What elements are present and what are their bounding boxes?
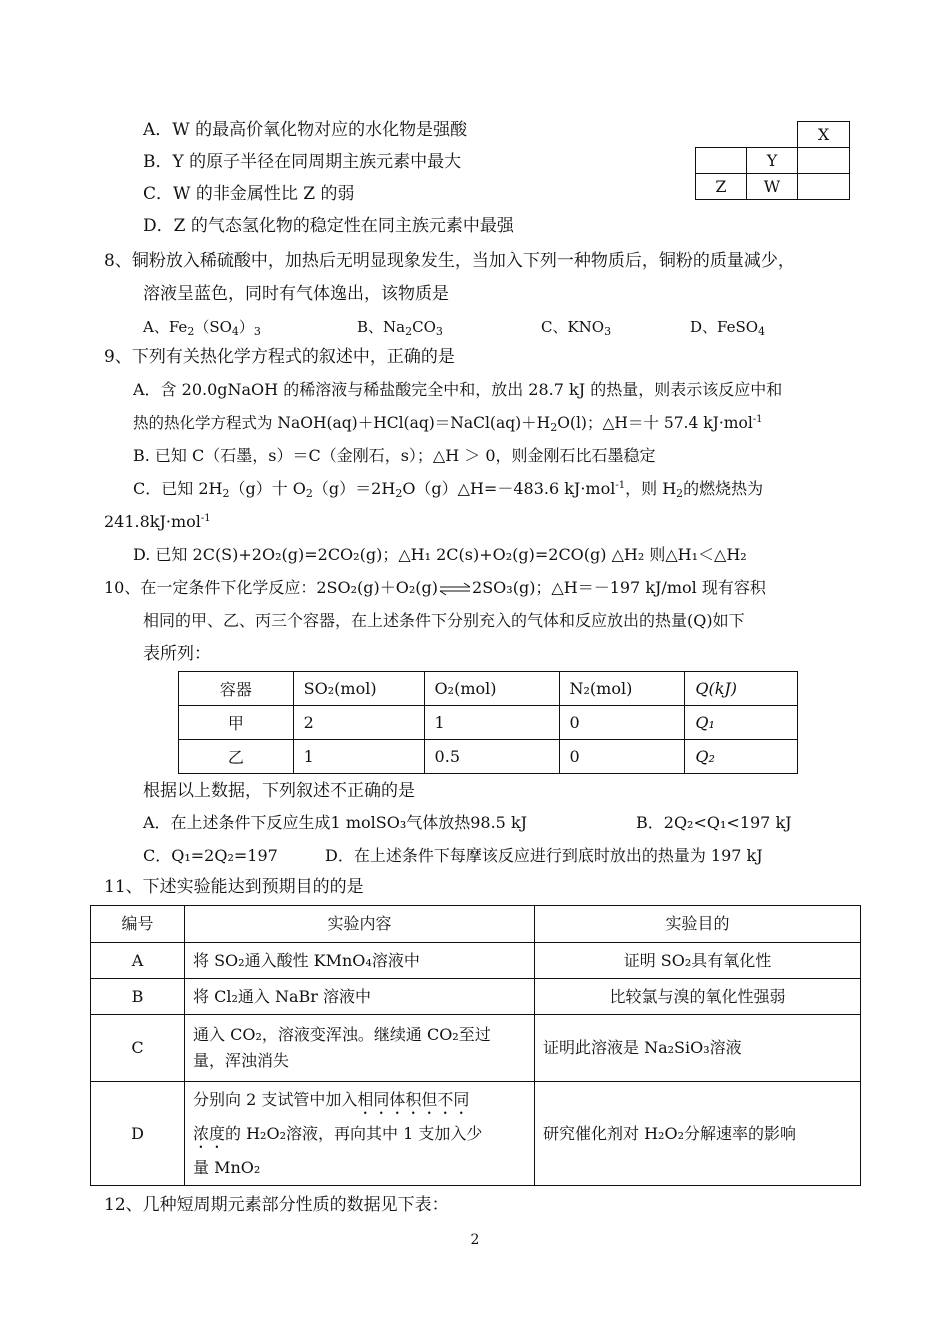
table-row — [91, 943, 861, 979]
q8-option-b: B、$Na_2CO_3$ — [357, 318, 443, 338]
q10-option-c: C．Q₁=2Q₂=197 — [143, 846, 278, 865]
q8-option-d: D、FeSO$_4$ — [690, 318, 766, 338]
cell-line: 浓度的 H₂O₂溶液，再向其中 1 支加入少 — [193, 1123, 483, 1143]
table-cell: 甲 — [179, 706, 294, 740]
table-header: 编号 — [91, 906, 185, 943]
q9-option-d: D. 已知 2C(S)+2O₂(g)=2CO₂(g)；△H₁ 2C(s)+O₂(g)=2CO(g) △H₂ 则△H₁＜△H₂ — [133, 545, 747, 564]
table-cell: 0.5 — [424, 740, 559, 774]
q10-table — [178, 671, 798, 774]
q10-stem-line3: 表所列： — [143, 644, 211, 664]
q7-element-grid — [695, 121, 850, 200]
q10-option-a: A．在上述条件下反应生成1 molSO₃气体放热98.5 kJ — [143, 813, 528, 832]
table-cell: A — [91, 943, 185, 979]
table-cell: 证明此溶液是 Na₂SiO₃溶液 — [535, 1015, 861, 1082]
q8-stem-line2: 溶液呈蓝色，同时有气体逸出，该物质是 — [143, 284, 449, 304]
table-cell — [185, 1082, 535, 1186]
grid-cell-x: X — [798, 122, 850, 148]
cell-line: 量 MnO₂ — [193, 1157, 261, 1177]
table-header: 实验目的 — [535, 906, 861, 943]
q9-option-a-line1: A．含 20.0gNaOH 的稀溶液与稀盐酸完全中和，放出 28.7 kJ 的热量，则表示该反应中和 — [133, 380, 783, 399]
table-header: Q(kJ) — [685, 672, 798, 706]
grid-cell-w: W — [746, 174, 797, 200]
table-row — [179, 740, 798, 774]
q7-option-c: C．W 的非金属性比 Z 的弱 — [143, 184, 355, 204]
q10-stem-line2: 相同的甲、乙、丙三个容器，在上述条件下分别充入的气体和反应放出的热量(Q)如下 — [143, 611, 745, 630]
table-cell: 1 — [424, 706, 559, 740]
cell-line: 通入 CO₂，溶液变浑浊。继续通 CO₂至过 — [193, 1025, 491, 1044]
table-cell: 0 — [559, 706, 685, 740]
table-row — [91, 979, 861, 1015]
table-cell: 将 SO₂通入酸性 KMnO₄溶液中 — [185, 943, 535, 979]
cell-line: 分别向 2 支试管中加入相同体积但不同 — [193, 1089, 470, 1109]
table-row — [91, 1082, 861, 1186]
table-cell — [185, 1015, 535, 1082]
q10-option-d: D．在上述条件下每摩该反应进行到底时放出的热量为 197 kJ — [325, 846, 763, 865]
q9-option-c-line1: C．已知 $2H_2(g)$十 $O_2(g)=2H_2O(g)\triangle H=-483.6$ kJ·mol$^{-1}$，则 $H_2$的燃烧热为 — [133, 479, 764, 500]
table-cell: 比较氯与溴的氧化性强弱 — [535, 979, 861, 1015]
table-row — [179, 706, 798, 740]
table-cell: 将 Cl₂通入 NaBr 溶液中 — [185, 979, 535, 1015]
grid-cell-z: Z — [696, 174, 747, 200]
q9-option-c-line2: 241.8kJ·mol$^{-1}$ — [104, 512, 211, 531]
table-header: O₂(mol) — [424, 672, 559, 706]
table-cell: 0 — [559, 740, 685, 774]
q7-option-a: A．W 的最高价氧化物对应的水化物是强酸 — [143, 120, 468, 140]
table-cell: 2 — [293, 706, 424, 740]
equilibrium-arrow-icon — [438, 582, 472, 596]
q12-stem: 12、几种短周期元素部分性质的数据见下表： — [104, 1195, 449, 1215]
table-header: N₂(mol) — [559, 672, 685, 706]
table-header-row — [91, 906, 861, 943]
table-cell: D — [91, 1082, 185, 1186]
page-number: 2 — [470, 1232, 480, 1248]
q8-stem-line1: 8、铜粉放入稀硫酸中，加热后无明显现象发生，当加入下列一种物质后，铜粉的质量减少， — [104, 251, 795, 271]
q11-table — [90, 905, 861, 1186]
table-cell: 研究催化剂对 H₂O₂分解速率的影响 — [535, 1082, 861, 1186]
q10-stem-line1: 10、在一定条件下化学反应：2SO₂(g)＋O₂(g) 2SO₃(g)；△H＝－197 kJ/mol 现有容积 — [104, 578, 766, 597]
q9-option-b: B. 已知 C（石墨，s）＝C（金刚石，s）；△H ＞ 0，则金刚石比石墨稳定 — [133, 446, 656, 465]
table-cell: 证明 SO₂具有氧化性 — [535, 943, 861, 979]
table-cell: B — [91, 979, 185, 1015]
table-header: SO₂(mol) — [293, 672, 424, 706]
q11-stem: 11、下述实验能达到预期目的的是 — [104, 877, 364, 897]
q8-option-a: A、$Fe_2(SO_4)_3$ — [143, 318, 261, 338]
q7-option-b: B．Y 的原子半径在同周期主族元素中最大 — [143, 152, 462, 172]
grid-cell-y: Y — [746, 148, 797, 174]
table-header: 实验内容 — [185, 906, 535, 943]
table-header-row — [179, 672, 798, 706]
table-cell: 1 — [293, 740, 424, 774]
q10-option-b: B．2Q₂<Q₁<197 kJ — [636, 813, 792, 832]
q9-stem: 9、下列有关热化学方程式的叙述中，正确的是 — [104, 347, 455, 367]
cell-line: 量，浑浊消失 — [193, 1051, 290, 1070]
q7-option-d: D．Z 的气态氢化物的稳定性在同主族元素中最强 — [143, 216, 514, 236]
table-cell: C — [91, 1015, 185, 1082]
q10-after-table: 根据以上数据，下列叙述不正确的是 — [143, 781, 415, 801]
table-cell: Q₂ — [685, 740, 798, 774]
q8-option-c: C、$KNO_3$ — [541, 318, 612, 338]
table-cell: Q₁ — [685, 706, 798, 740]
table-row — [91, 1015, 861, 1082]
table-cell: 乙 — [179, 740, 294, 774]
table-header: 容器 — [179, 672, 294, 706]
q9-option-a-line2: 热的热化学方程式为 $NaOH(aq)+HCl(aq)=NaCl(aq)+H_2O(l)$；△H＝十 57.4 kJ·mol$^{-1}$ — [133, 414, 763, 434]
